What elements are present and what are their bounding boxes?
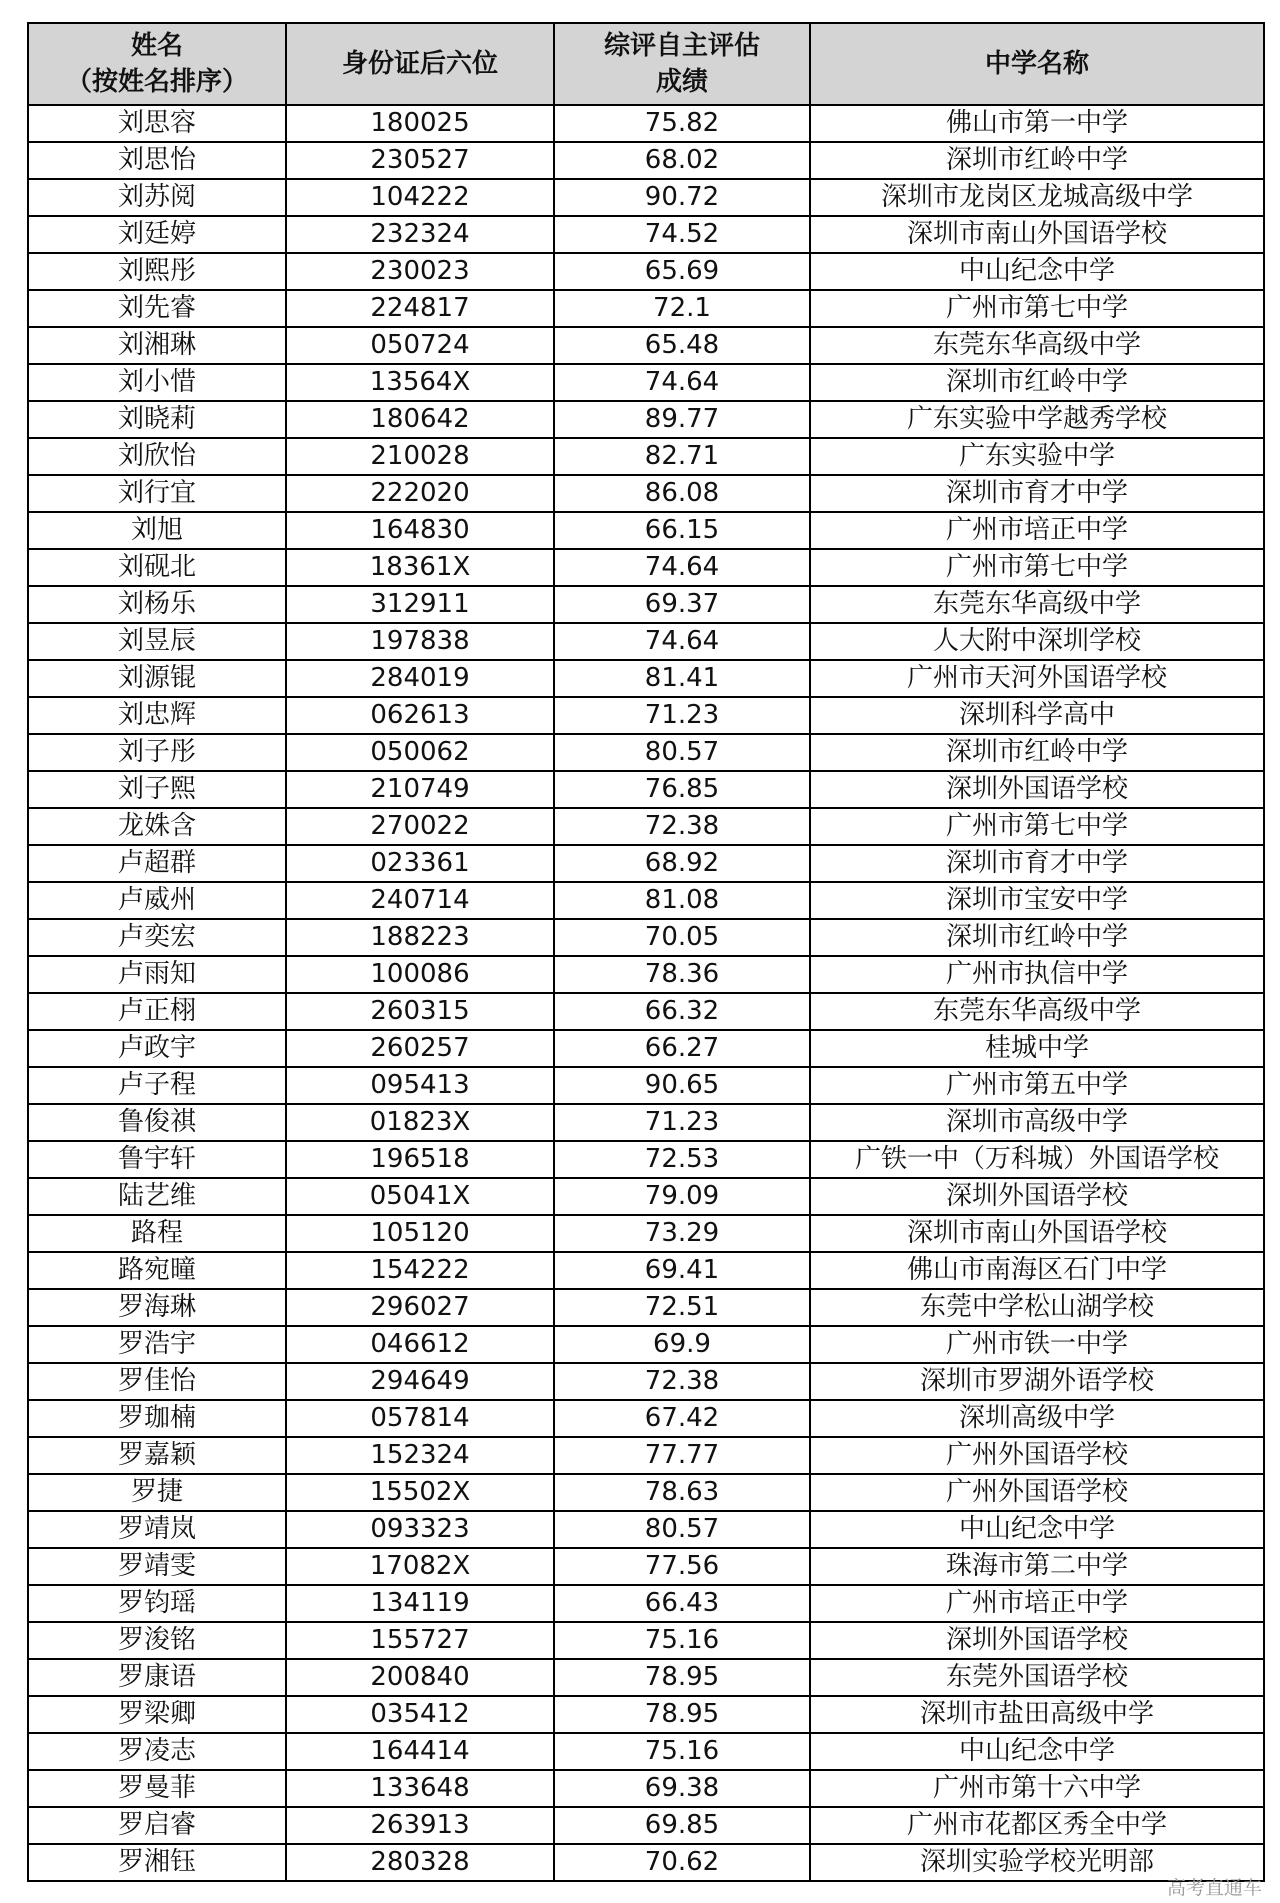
- table-body: [28, 105, 1264, 1881]
- school-name-cell: 深圳市红岭中学: [810, 142, 1264, 179]
- score-header-label: 综评自主评估: [603, 31, 760, 61]
- table-row: [28, 1030, 1264, 1067]
- score-cell: 76.85: [554, 771, 810, 808]
- school-name-cell: 东莞东华高级中学: [810, 586, 1264, 623]
- school-name-cell: 深圳市红岭中学: [810, 364, 1264, 401]
- id-suffix-cell: 230527: [286, 142, 554, 179]
- table-row: [28, 1511, 1264, 1548]
- id-suffix-cell: 01823X: [286, 1104, 554, 1141]
- score-cell: 78.63: [554, 1474, 810, 1511]
- score-cell: 69.85: [554, 1807, 810, 1844]
- student-name-cell: 卢超群: [28, 845, 286, 882]
- school-name-cell: 深圳市高级中学: [810, 1104, 1264, 1141]
- id-suffix-cell: 312911: [286, 586, 554, 623]
- id-suffix-cell: 222020: [286, 475, 554, 512]
- school-name-cell: 广州市第七中学: [810, 290, 1264, 327]
- school-name-cell: 广东实验中学越秀学校: [810, 401, 1264, 438]
- table-row: [28, 623, 1264, 660]
- student-name-cell: 罗启睿: [28, 1807, 286, 1844]
- table-row: [28, 142, 1264, 179]
- table-row: [28, 1770, 1264, 1807]
- id-suffix-cell: 296027: [286, 1289, 554, 1326]
- table-row: [28, 179, 1264, 216]
- score-sheet: [27, 22, 1263, 1882]
- school-name-cell: 深圳外国语学校: [810, 1622, 1264, 1659]
- school-name-cell: 广州市天河外国语学校: [810, 660, 1264, 697]
- id-suffix-cell: 260315: [286, 993, 554, 1030]
- school-name-cell: 广州市培正中学: [810, 1585, 1264, 1622]
- score-cell: 81.41: [554, 660, 810, 697]
- name-header-sublabel: （按姓名排序）: [65, 67, 248, 97]
- student-name-cell: 刘忠辉: [28, 697, 286, 734]
- school-name-cell: 深圳高级中学: [810, 1400, 1264, 1437]
- score-cell: 69.37: [554, 586, 810, 623]
- table-row: [28, 771, 1264, 808]
- table-row: [28, 1622, 1264, 1659]
- school-name-cell: 广州市第十六中学: [810, 1770, 1264, 1807]
- table-row: [28, 1548, 1264, 1585]
- id-column-header: [286, 23, 554, 105]
- score-cell: 81.08: [554, 882, 810, 919]
- school-name-cell: 广州市执信中学: [810, 956, 1264, 993]
- table-row: [28, 734, 1264, 771]
- school-name-cell: 广州市第五中学: [810, 1067, 1264, 1104]
- id-suffix-cell: 035412: [286, 1696, 554, 1733]
- table-row: [28, 438, 1264, 475]
- score-cell: 65.48: [554, 327, 810, 364]
- id-suffix-cell: 023361: [286, 845, 554, 882]
- id-suffix-cell: 180025: [286, 105, 554, 142]
- table-row: [28, 845, 1264, 882]
- id-suffix-cell: 240714: [286, 882, 554, 919]
- table-row: [28, 253, 1264, 290]
- school-name-cell: 中山纪念中学: [810, 1511, 1264, 1548]
- table-row: [28, 105, 1264, 142]
- school-name-cell: 深圳市红岭中学: [810, 734, 1264, 771]
- score-cell: 86.08: [554, 475, 810, 512]
- student-name-cell: 刘砚北: [28, 549, 286, 586]
- score-cell: 66.27: [554, 1030, 810, 1067]
- school-name-cell: 广东实验中学: [810, 438, 1264, 475]
- id-suffix-cell: 196518: [286, 1141, 554, 1178]
- student-name-cell: 罗湘钰: [28, 1844, 286, 1881]
- student-name-cell: 罗佳怡: [28, 1363, 286, 1400]
- student-name-cell: 陆艺维: [28, 1178, 286, 1215]
- id-suffix-cell: 13564X: [286, 364, 554, 401]
- student-name-cell: 卢政宇: [28, 1030, 286, 1067]
- student-name-cell: 刘熙彤: [28, 253, 286, 290]
- score-header-sublabel: 成绩: [655, 67, 708, 97]
- table-row: [28, 1585, 1264, 1622]
- id-suffix-cell: 284019: [286, 660, 554, 697]
- school-name-cell: 深圳科学高中: [810, 697, 1264, 734]
- school-name-cell: 深圳市育才中学: [810, 845, 1264, 882]
- table-row: [28, 956, 1264, 993]
- id-suffix-cell: 062613: [286, 697, 554, 734]
- table-row: [28, 327, 1264, 364]
- student-name-cell: 路宛曈: [28, 1252, 286, 1289]
- school-name-cell: 深圳市红岭中学: [810, 919, 1264, 956]
- table-row: [28, 1141, 1264, 1178]
- school-name-cell: 广州市花都区秀全中学: [810, 1807, 1264, 1844]
- id-suffix-cell: 15502X: [286, 1474, 554, 1511]
- school-name-cell: 广州市第七中学: [810, 549, 1264, 586]
- id-suffix-cell: 154222: [286, 1252, 554, 1289]
- student-name-cell: 刘子彤: [28, 734, 286, 771]
- table-row: [28, 1696, 1264, 1733]
- student-name-cell: 罗靖雯: [28, 1548, 286, 1585]
- school-name-cell: 广州外国语学校: [810, 1474, 1264, 1511]
- student-name-cell: 卢威州: [28, 882, 286, 919]
- id-suffix-cell: 230023: [286, 253, 554, 290]
- score-cell: 79.09: [554, 1178, 810, 1215]
- school-name-cell: 佛山市第一中学: [810, 105, 1264, 142]
- score-cell: 78.95: [554, 1696, 810, 1733]
- name-column-header: [28, 23, 286, 105]
- school-name-cell: 广铁一中（万科城）外国语学校: [810, 1141, 1264, 1178]
- watermark-text: 高考直通车: [1166, 1877, 1262, 1899]
- id-suffix-cell: 152324: [286, 1437, 554, 1474]
- score-cell: 80.57: [554, 734, 810, 771]
- score-cell: 72.1: [554, 290, 810, 327]
- id-suffix-cell: 224817: [286, 290, 554, 327]
- table-row: [28, 290, 1264, 327]
- table-row: [28, 401, 1264, 438]
- student-name-cell: 卢正栩: [28, 993, 286, 1030]
- id-suffix-cell: 105120: [286, 1215, 554, 1252]
- student-name-cell: 卢子程: [28, 1067, 286, 1104]
- score-cell: 78.36: [554, 956, 810, 993]
- score-cell: 89.77: [554, 401, 810, 438]
- school-name-cell: 广州外国语学校: [810, 1437, 1264, 1474]
- table-row: [28, 1178, 1264, 1215]
- id-suffix-cell: 232324: [286, 216, 554, 253]
- student-name-cell: 刘思怡: [28, 142, 286, 179]
- score-cell: 82.71: [554, 438, 810, 475]
- table-row: [28, 1215, 1264, 1252]
- score-cell: 75.16: [554, 1622, 810, 1659]
- id-suffix-cell: 100086: [286, 956, 554, 993]
- school-name-cell: 中山纪念中学: [810, 253, 1264, 290]
- score-cell: 71.23: [554, 1104, 810, 1141]
- id-suffix-cell: 210749: [286, 771, 554, 808]
- student-name-cell: 鲁宇轩: [28, 1141, 286, 1178]
- table-row: [28, 660, 1264, 697]
- student-name-cell: 刘杨乐: [28, 586, 286, 623]
- school-name-cell: 深圳市盐田高级中学: [810, 1696, 1264, 1733]
- score-cell: 72.53: [554, 1141, 810, 1178]
- school-name-cell: 广州市铁一中学: [810, 1326, 1264, 1363]
- school-name-cell: 深圳实验学校光明部: [810, 1844, 1264, 1881]
- table-row: [28, 1474, 1264, 1511]
- school-name-cell: 深圳市龙岗区龙城高级中学: [810, 179, 1264, 216]
- id-suffix-cell: 046612: [286, 1326, 554, 1363]
- table-row: [28, 1733, 1264, 1770]
- table-row: [28, 216, 1264, 253]
- score-cell: 74.64: [554, 623, 810, 660]
- id-suffix-cell: 057814: [286, 1400, 554, 1437]
- id-suffix-cell: 095413: [286, 1067, 554, 1104]
- student-name-cell: 刘昱辰: [28, 623, 286, 660]
- id-suffix-cell: 134119: [286, 1585, 554, 1622]
- score-cell: 90.65: [554, 1067, 810, 1104]
- score-cell: 68.02: [554, 142, 810, 179]
- student-name-cell: 罗靖岚: [28, 1511, 286, 1548]
- id-suffix-cell: 050062: [286, 734, 554, 771]
- school-name-cell: 中山纪念中学: [810, 1733, 1264, 1770]
- table-row: [28, 1363, 1264, 1400]
- id-suffix-cell: 050724: [286, 327, 554, 364]
- school-name-cell: 佛山市南海区石门中学: [810, 1252, 1264, 1289]
- id-suffix-cell: 104222: [286, 179, 554, 216]
- table-row: [28, 1326, 1264, 1363]
- student-name-cell: 罗梁卿: [28, 1696, 286, 1733]
- student-name-cell: 刘思容: [28, 105, 286, 142]
- id-suffix-cell: 188223: [286, 919, 554, 956]
- table-row: [28, 993, 1264, 1030]
- id-suffix-cell: 155727: [286, 1622, 554, 1659]
- id-suffix-cell: 17082X: [286, 1548, 554, 1585]
- table-row: [28, 1067, 1264, 1104]
- table-row: [28, 1252, 1264, 1289]
- id-suffix-cell: 197838: [286, 623, 554, 660]
- score-column-header: [554, 23, 810, 105]
- table-row: [28, 1844, 1264, 1881]
- id-suffix-cell: 164414: [286, 1733, 554, 1770]
- student-name-cell: 刘先睿: [28, 290, 286, 327]
- student-name-cell: 龙姝含: [28, 808, 286, 845]
- score-cell: 66.32: [554, 993, 810, 1030]
- school-name-cell: 珠海市第二中学: [810, 1548, 1264, 1585]
- score-cell: 74.52: [554, 216, 810, 253]
- score-cell: 72.38: [554, 1363, 810, 1400]
- school-name-cell: 深圳外国语学校: [810, 771, 1264, 808]
- school-name-cell: 东莞东华高级中学: [810, 327, 1264, 364]
- score-cell: 70.05: [554, 919, 810, 956]
- id-suffix-cell: 200840: [286, 1659, 554, 1696]
- score-cell: 72.38: [554, 808, 810, 845]
- student-name-cell: 罗曼菲: [28, 1770, 286, 1807]
- school-name-cell: 东莞外国语学校: [810, 1659, 1264, 1696]
- table-row: [28, 1400, 1264, 1437]
- school-name-cell: 深圳市宝安中学: [810, 882, 1264, 919]
- student-name-cell: 刘湘琳: [28, 327, 286, 364]
- score-cell: 90.72: [554, 179, 810, 216]
- score-cell: 70.62: [554, 1844, 810, 1881]
- id-suffix-cell: 133648: [286, 1770, 554, 1807]
- school-name-cell: 深圳市育才中学: [810, 475, 1264, 512]
- table-row: [28, 512, 1264, 549]
- student-name-cell: 罗捷: [28, 1474, 286, 1511]
- student-name-cell: 罗海琳: [28, 1289, 286, 1326]
- score-cell: 66.43: [554, 1585, 810, 1622]
- school-name-cell: 深圳市罗湖外语学校: [810, 1363, 1264, 1400]
- school-name-cell: 桂城中学: [810, 1030, 1264, 1067]
- table-row: [28, 1807, 1264, 1844]
- table-row: [28, 697, 1264, 734]
- school-column-header: [810, 23, 1264, 105]
- score-cell: 73.29: [554, 1215, 810, 1252]
- student-name-cell: 刘旭: [28, 512, 286, 549]
- id-suffix-cell: 18361X: [286, 549, 554, 586]
- score-cell: 66.15: [554, 512, 810, 549]
- table-row: [28, 1437, 1264, 1474]
- student-name-cell: 刘子熙: [28, 771, 286, 808]
- header-row: [28, 23, 1264, 105]
- score-cell: 75.16: [554, 1733, 810, 1770]
- id-suffix-cell: 093323: [286, 1511, 554, 1548]
- table-row: [28, 586, 1264, 623]
- student-name-cell: 刘小惜: [28, 364, 286, 401]
- score-cell: 75.82: [554, 105, 810, 142]
- school-name-cell: 东莞东华高级中学: [810, 993, 1264, 1030]
- score-cell: 69.38: [554, 1770, 810, 1807]
- table-row: [28, 919, 1264, 956]
- student-name-cell: 路程: [28, 1215, 286, 1252]
- school-header-label: 中学名称: [984, 49, 1089, 79]
- student-name-cell: 罗嘉颖: [28, 1437, 286, 1474]
- score-cell: 74.64: [554, 549, 810, 586]
- table-row: [28, 475, 1264, 512]
- student-name-cell: 罗珈楠: [28, 1400, 286, 1437]
- id-suffix-cell: 280328: [286, 1844, 554, 1881]
- school-name-cell: 人大附中深圳学校: [810, 623, 1264, 660]
- school-name-cell: 东莞中学松山湖学校: [810, 1289, 1264, 1326]
- student-name-cell: 刘晓莉: [28, 401, 286, 438]
- student-name-cell: 卢奕宏: [28, 919, 286, 956]
- score-cell: 74.64: [554, 364, 810, 401]
- score-cell: 78.95: [554, 1659, 810, 1696]
- table-header: [28, 23, 1264, 105]
- table-row: [28, 1289, 1264, 1326]
- student-name-cell: 罗钧瑶: [28, 1585, 286, 1622]
- id-suffix-cell: 270022: [286, 808, 554, 845]
- id-header-label: 身份证后六位: [341, 49, 498, 79]
- name-header-label: 姓名: [130, 31, 183, 61]
- school-name-cell: 广州市第七中学: [810, 808, 1264, 845]
- student-name-cell: 刘行宜: [28, 475, 286, 512]
- student-name-cell: 卢雨知: [28, 956, 286, 993]
- id-suffix-cell: 260257: [286, 1030, 554, 1067]
- student-name-cell: 刘廷婷: [28, 216, 286, 253]
- table-row: [28, 549, 1264, 586]
- score-cell: 77.56: [554, 1548, 810, 1585]
- student-name-cell: 鲁俊祺: [28, 1104, 286, 1141]
- table-row: [28, 364, 1264, 401]
- student-name-cell: 刘源锟: [28, 660, 286, 697]
- score-cell: 68.92: [554, 845, 810, 882]
- school-name-cell: 深圳市南山外国语学校: [810, 1215, 1264, 1252]
- score-cell: 69.9: [554, 1326, 810, 1363]
- student-name-cell: 罗凌志: [28, 1733, 286, 1770]
- score-cell: 71.23: [554, 697, 810, 734]
- student-name-cell: 刘苏阅: [28, 179, 286, 216]
- student-name-cell: 罗浚铭: [28, 1622, 286, 1659]
- score-cell: 67.42: [554, 1400, 810, 1437]
- score-table: [27, 22, 1265, 1882]
- school-name-cell: 深圳外国语学校: [810, 1178, 1264, 1215]
- score-cell: 65.69: [554, 253, 810, 290]
- student-name-cell: 罗浩宇: [28, 1326, 286, 1363]
- id-suffix-cell: 180642: [286, 401, 554, 438]
- student-name-cell: 刘欣怡: [28, 438, 286, 475]
- score-cell: 72.51: [554, 1289, 810, 1326]
- id-suffix-cell: 210028: [286, 438, 554, 475]
- id-suffix-cell: 263913: [286, 1807, 554, 1844]
- table-row: [28, 1104, 1264, 1141]
- school-name-cell: 广州市培正中学: [810, 512, 1264, 549]
- id-suffix-cell: 294649: [286, 1363, 554, 1400]
- table-row: [28, 808, 1264, 845]
- table-row: [28, 882, 1264, 919]
- score-cell: 77.77: [554, 1437, 810, 1474]
- id-suffix-cell: 05041X: [286, 1178, 554, 1215]
- student-name-cell: 罗康语: [28, 1659, 286, 1696]
- score-cell: 69.41: [554, 1252, 810, 1289]
- score-cell: 80.57: [554, 1511, 810, 1548]
- table-row: [28, 1659, 1264, 1696]
- id-suffix-cell: 164830: [286, 512, 554, 549]
- school-name-cell: 深圳市南山外国语学校: [810, 216, 1264, 253]
